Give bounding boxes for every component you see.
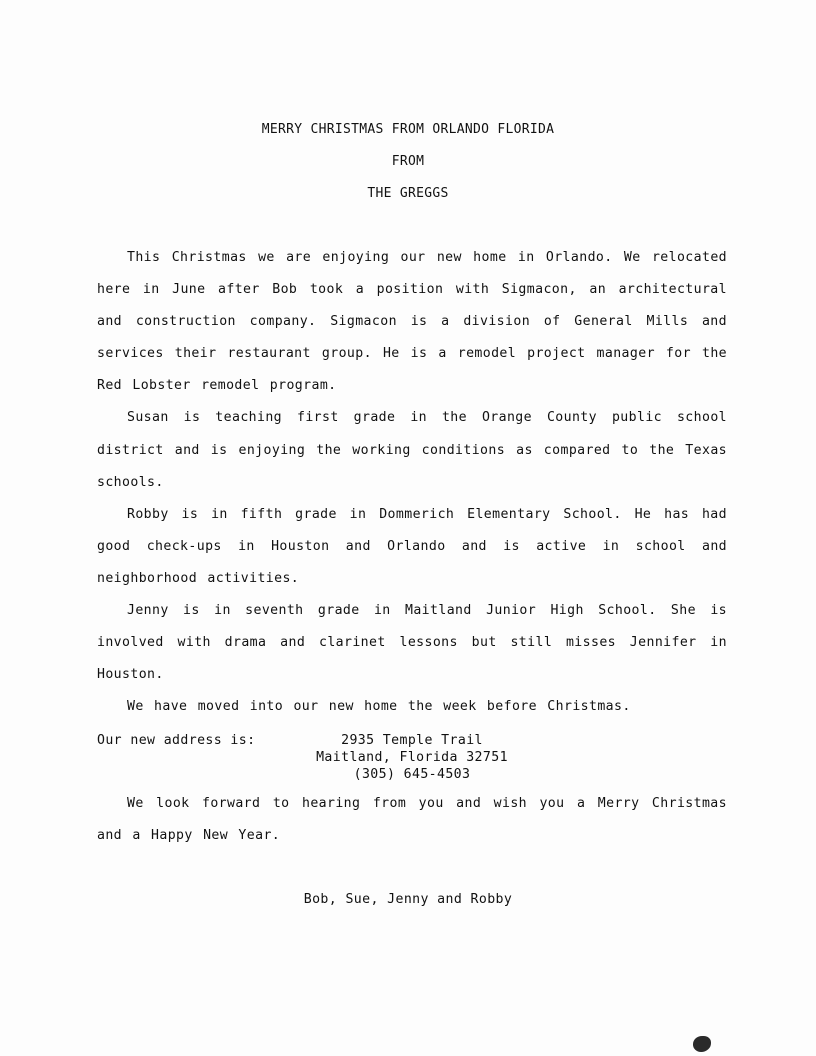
letter-title-from: FROM	[391, 154, 425, 169]
address-city: Maitland, Florida 32751	[316, 750, 508, 765]
signature: Bob, Sue, Jenny and Robby	[303, 892, 513, 907]
letter-body	[97, 242, 727, 723]
paragraph-jenny: Jenny is in seventh grade in Maitland Junior High School. She is involved with drama and clarinet lessons but still misses Jennifer in Houston.	[97, 603, 727, 683]
closing-paragraph: We look forward to hearing from you and wish you a Merry Christmas and a Happy New Year.	[97, 796, 727, 844]
ink-speck	[693, 1036, 711, 1052]
paragraph-moved: We have moved into our new home the week before Christmas.	[127, 699, 631, 715]
paragraph-robby: Robby is in fifth grade in Dommerich Elementary School. He has had good check-ups in Houston and Orlando and is active in school and neighborhood activities.	[97, 506, 727, 586]
paragraph-susan: Susan is teaching first grade in the Orange County public school district and is enjoying the working conditions as compared to the Texas schools.	[97, 410, 727, 490]
paragraph-new-home: This Christmas we are enjoying our new home in Orlando. We relocated here in June after Bob took a position with Sigmacon, an architectural and construction company. Sigmacon is a division of General Mills and services their restaurant group. He is a remodel project manager for the Red Lobster remodel program.	[97, 250, 727, 394]
letter-title-family: THE GREGGS	[367, 186, 449, 201]
address-street: 2935 Temple Trail	[341, 733, 483, 748]
address-phone: (305) 645-4503	[353, 767, 471, 782]
closing-block	[97, 788, 727, 852]
address-label: Our new address is:	[97, 733, 256, 748]
address-lines	[292, 732, 532, 783]
letter-title: MERRY CHRISTMAS FROM ORLANDO FLORIDA	[261, 122, 555, 137]
